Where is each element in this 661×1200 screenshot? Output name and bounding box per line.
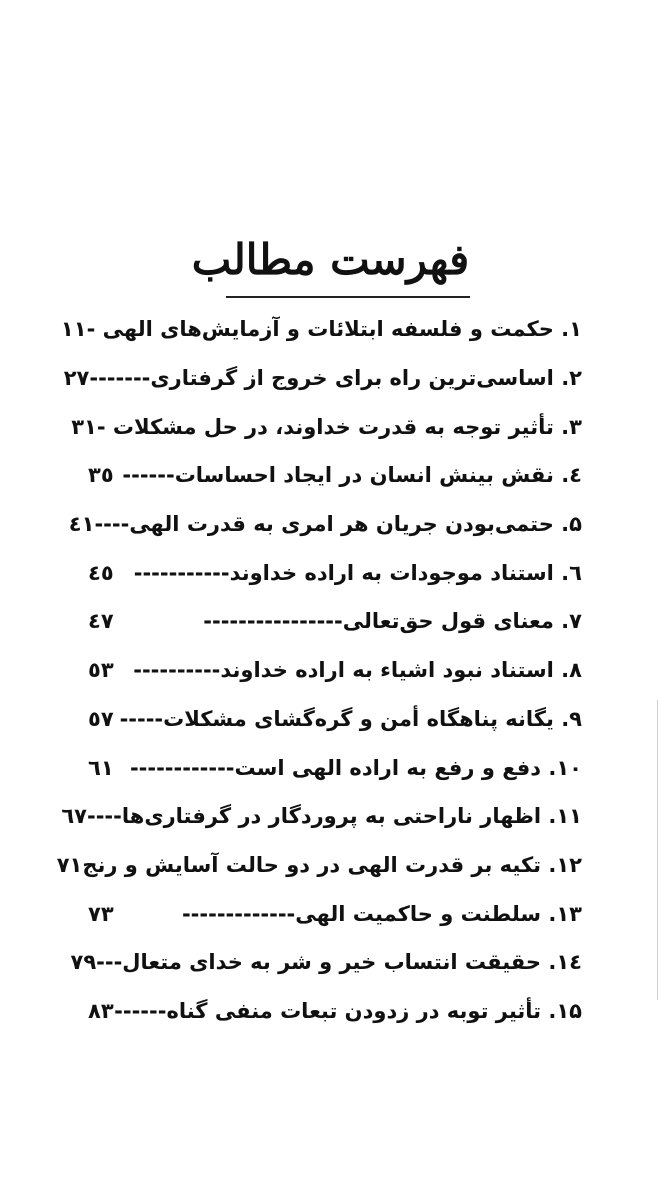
toc-entry-page-number: ٦١ [88,755,114,780]
toc-entry [88,889,582,938]
toc-entry-title: ۱٤. حقیقت انتساب خیر و شر به خدای متعال--- [96,950,582,975]
toc-entry [61,792,582,841]
toc-entry-title: ۱۰. دفع و رفع به اراده الهی است------------ [129,755,582,780]
toc-entry [88,743,582,792]
toc-entry-page-number: ٤٧ [88,609,114,634]
toc-entry-title: ۱۲. تکیه بر قدرت الهی در دو حالت آسایش و رنج [82,852,582,877]
toc-entry-title: ۱۱. اظهار ناراحتی به پروردگار در گرفتاری‌ها---- [87,804,582,829]
toc-entry [70,938,582,987]
toc-entry-page-number: ٥٧ [88,706,114,731]
page-title: فهرست مطالب [191,235,470,284]
toc-entry [88,646,582,695]
toc-entry-title: ٤. نقش بینش انسان در ایجاد احساسات------ [122,463,582,488]
toc-entry-title: ۱۳. سلطنت و حاکمیت الهی------------- [181,901,582,926]
toc-entry [56,841,582,890]
toc-entry [68,500,582,549]
toc-entry-page-number: ٣١ [71,414,97,439]
toc-entry-page-number: ٦٧ [61,804,87,829]
toc-entry-title: ۳. تأثیر توجه به قدرت خداوند، در حل مشکلات - [96,414,582,439]
toc-entry-title: ۷. معنای قول حق‌تعالی---------------- [203,609,582,634]
toc-entry-title: ۱۵. تأثیر توبه در زدودن تبعات منفی گناه------ [114,998,582,1023]
toc-entry [60,305,582,354]
toc-entry-title: ۲. اساسی‌ترین راه برای خروج از گرفتاری------- [89,366,582,391]
toc-entry [88,597,582,646]
toc-entry-page-number: ٨٣ [88,998,114,1023]
toc-entry-page-number: ٧٣ [88,901,114,926]
toc-entry [63,354,582,403]
title-underline [226,296,470,298]
toc-entry-title: ۹. یگانه پناهگاه أمن و گره‌گشای مشکلات----- [119,706,582,731]
toc-entry-page-number: ٥٣ [88,658,114,683]
toc-entry-page-number: ٧١ [56,852,83,877]
toc-entry-title: ۵. حتمی‌بودن جریان هر امری به قدرت الهی---- [94,512,582,537]
toc-entry [88,548,582,597]
toc-entry [88,987,582,1036]
toc-entry-page-number: ٣٥ [88,463,114,488]
toc-entry-page-number: ٧٩ [70,950,97,975]
toc-entry-title: ۸. استناد نبود اشیاء به اراده خداوند---------- [133,658,582,683]
toc-entry [88,451,582,500]
page-edge-shadow [657,700,658,1000]
toc-entry-page-number: ٢٧ [63,366,90,391]
toc-entry-title: ٦. استناد موجودات به اراده خداوند----------- [133,560,582,585]
table-of-contents [56,305,582,1035]
toc-entry-page-number: ٤١ [68,512,95,537]
toc-entry [88,695,582,744]
toc-entry-page-number: ٤٥ [88,560,114,585]
toc-entry-page-number: ١١ [60,317,87,342]
toc-entry-title: ۱. حکمت و فلسفه ابتلائات و آزمایش‌های الهی - [86,317,582,342]
toc-entry [71,402,582,451]
